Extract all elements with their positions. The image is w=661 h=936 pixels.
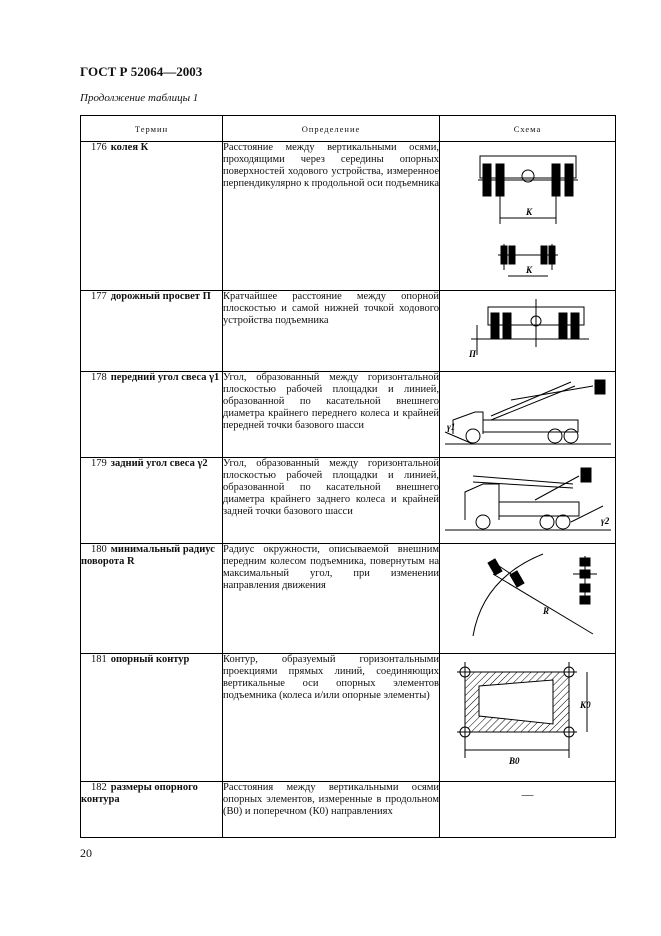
table-row [81, 458, 616, 544]
header-definition: Определение [223, 116, 440, 142]
page-number: 20 [80, 846, 92, 860]
scheme-label-r: R [542, 606, 549, 616]
term-number: 181 [91, 654, 107, 665]
scheme-label-gamma1: γ1 [446, 422, 455, 432]
scheme-cell-empty [440, 782, 616, 838]
rear-overhang-diagram [443, 462, 613, 538]
term-cell [81, 782, 223, 838]
scheme-rear-overhang [440, 458, 616, 544]
scheme-label-gamma2: γ2 [600, 516, 609, 526]
term-number: 180 [91, 544, 107, 555]
term-cell [81, 372, 223, 458]
scheme-support-contour [440, 654, 616, 782]
table-header-row [81, 116, 616, 142]
scheme-label-p: П [468, 349, 476, 359]
table-row [81, 372, 616, 458]
scheme-label-k: К [525, 207, 532, 217]
table-continuation-label: Продолжение таблицы 1 [80, 92, 199, 104]
term-name: минимальный радиус поворота R [81, 544, 215, 567]
document-code: ГОСТ Р 52064—2003 [80, 64, 203, 79]
table-row [81, 654, 616, 782]
term-cell [81, 544, 223, 654]
term-number: 179 [91, 458, 107, 469]
table-row [81, 782, 616, 838]
term-name: размеры опорного контура [81, 782, 198, 805]
term-name: опорный контур [110, 654, 190, 665]
term-name: дорожный просвет П [110, 291, 211, 302]
term-name: передний угол свеса γ1 [110, 372, 220, 383]
term-number: 176 [91, 142, 107, 153]
terms-table [80, 115, 616, 838]
support-contour-diagram [453, 658, 603, 774]
scheme-dash: — [521, 787, 534, 801]
definition-cell: Кратчайшее расстояние между опорной плоскостью и самой нижней точкой ходового устройства подъемника [223, 291, 440, 372]
table-row [81, 142, 616, 291]
definition-cell: Угол, образованный между горизонтальной плоскостью рабочей площадки и линией, образованной по касательной внешнего диаметра крайнего заднего колеса и крайней задней точки базового шасси [223, 458, 440, 544]
term-cell [81, 458, 223, 544]
header-term: Термин [81, 116, 223, 142]
term-number: 182 [91, 782, 107, 793]
scheme-label-k0: К0 [579, 700, 591, 710]
term-cell [81, 654, 223, 782]
term-cell [81, 142, 223, 291]
track-width-diagram [468, 146, 588, 286]
term-name: задний угол свеса γ2 [110, 458, 208, 469]
ground-clearance-diagram [463, 295, 593, 365]
scheme-turning-radius [440, 544, 616, 654]
definition-cell: Радиус окружности, описываемой внешним передним колесом подъемника, повернутым на максимальный угол, при изменении направления движения [223, 544, 440, 654]
scheme-label-k2: К [525, 265, 532, 275]
scheme-label-b0: В0 [508, 756, 520, 766]
scheme-front-overhang [440, 372, 616, 458]
definition-cell: Контур, образуемый горизонтальными проекциями прямых линий, соединяющих вертикальные оси опорных элементов подъемника (колеса и/или опорные элементы) [223, 654, 440, 782]
turning-radius-diagram [453, 548, 603, 644]
definition-cell: Угол, образованный между горизонтальной плоскостью рабочей площадки и линией, образованной по касательной внешнего диаметра крайнего переднего колеса и крайней передней точки базового шасси [223, 372, 440, 458]
term-number: 178 [91, 372, 107, 383]
scheme-ground-clearance [440, 291, 616, 372]
term-number: 177 [91, 291, 107, 302]
term-cell [81, 291, 223, 372]
definition-cell: Расстояния между вертикальными осями опорных элементов, измеренные в продольном (В0) и поперечном (К0) направлениях [223, 782, 440, 838]
scheme-track-width [440, 142, 616, 291]
table-row [81, 291, 616, 372]
definition-cell: Расстояние между вертикальными осями, проходящими через середины опорных поверхностей ходового устройства, измеренное перпендикулярно к продольной оси подъемника [223, 142, 440, 291]
table-row [81, 544, 616, 654]
header-scheme: Схема [440, 116, 616, 142]
term-name: колея К [110, 142, 149, 153]
front-overhang-diagram [443, 376, 613, 452]
